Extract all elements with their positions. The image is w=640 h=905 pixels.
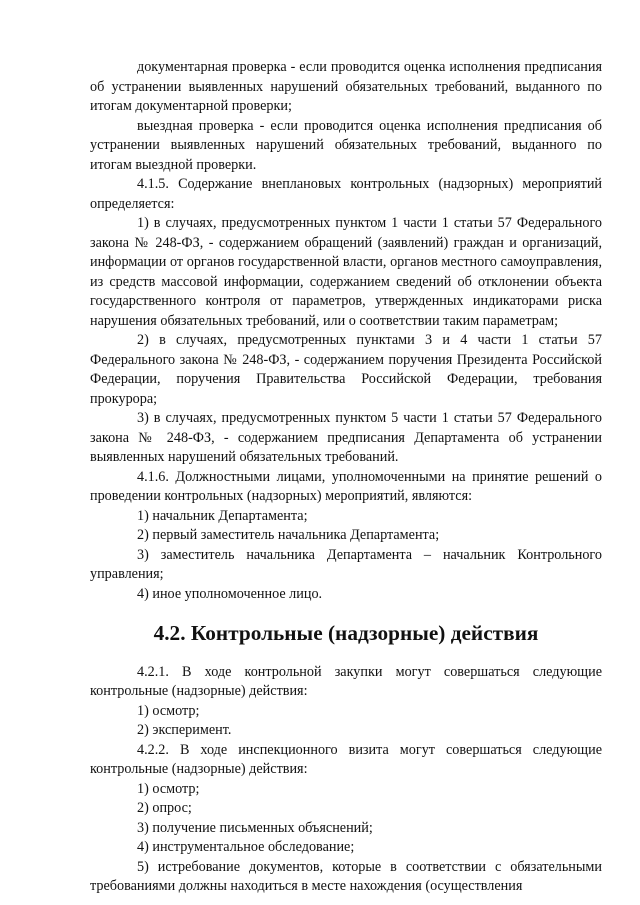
paragraph-4-1-5-item-1: 1) в случаях, предусмотренных пунктом 1 части 1 статьи 57 Федерального закона № 248-ФЗ, - содержанием обращений (заявлений) граждан и организаций, информации от органов государственной власти, органов местного самоуправления, из средств массовой информации, содержанием сведений об отклонении объекта государственного контроля от параметров, утвержденных индикаторами риска нарушения обязательных требований, или о соответствии таким параметрам; [90,215,602,329]
paragraph-onsite-check: выездная проверка - если проводится оценка исполнения предписания об устранении выявленных нарушений обязательных требований, выданного по итогам выездной проверки. [90,117,602,173]
paragraph-4-1-5-item-3: 3) в случаях, предусмотренных пунктом 5 части 1 статьи 57 Федерального закона № 248-ФЗ, - содержанием предписания Департамента об устранении выявленных нарушений обязательных требований. [90,410,602,465]
paragraph-4-2-2-item-3: 3) получение письменных объяснений; [137,819,373,836]
paragraph-4-1-5-item-2: 2) в случаях, предусмотренных пунктами 3 и 4 части 1 статьи 57 Федерального закона № 248-ФЗ, - содержанием поручения Президента Российской Федерации, поручения Правительства Российской Федерации, требования прокурора; [90,332,602,407]
paragraph-4-1-6-item-3: 3) заместитель начальника Департамента – начальник Контрольного управления; [90,546,602,582]
paragraph-4-1-6-item-4: 4) иное уполномоченное лицо. [137,585,323,602]
paragraph-4-1-6-item-1: 1) начальник Департамента; [137,507,308,524]
paragraph-4-2-2-item-5: 5) истребование документов, которые в соответствии с обязательными требованиями должны находиться в месте нахождения (осуществления [90,858,602,894]
document-page [90,58,602,897]
paragraph-4-1-5: 4.1.5. Содержание внеплановых контрольных (надзорных) мероприятий определяется: [90,176,602,212]
paragraph-4-1-6-item-2: 2) первый заместитель начальника Департамента; [137,527,440,543]
paragraph-4-2-2: 4.2.2. В ходе инспекционного визита могут совершаться следующие контрольные (надзорные) действия: [90,741,602,777]
section-heading-4-2: 4.2. Контрольные (надзорные) действия [153,621,539,645]
paragraph-4-2-1-item-2: 2) эксперимент. [137,722,232,738]
paragraph-4-2-2-item-4: 4) инструментальное обследование; [137,839,355,855]
paragraph-4-2-2-item-2: 2) опрос; [137,800,192,816]
paragraph-4-2-1: 4.2.1. В ходе контрольной закупки могут совершаться следующие контрольные (надзорные) действия: [90,663,602,699]
paragraph-4-2-1-item-1: 1) осмотр; [137,702,200,719]
paragraph-documentary-check: документарная проверка - если проводится оценка исполнения предписания об устранении выявленных нарушений обязательных требований, выданного по итогам документарной проверки; [90,59,602,114]
paragraph-4-1-6: 4.1.6. Должностными лицами, уполномоченными на принятие решений о проведении контрольных (надзорных) мероприятий, являются: [90,468,602,504]
paragraph-4-2-2-item-1: 1) осмотр; [137,780,200,797]
